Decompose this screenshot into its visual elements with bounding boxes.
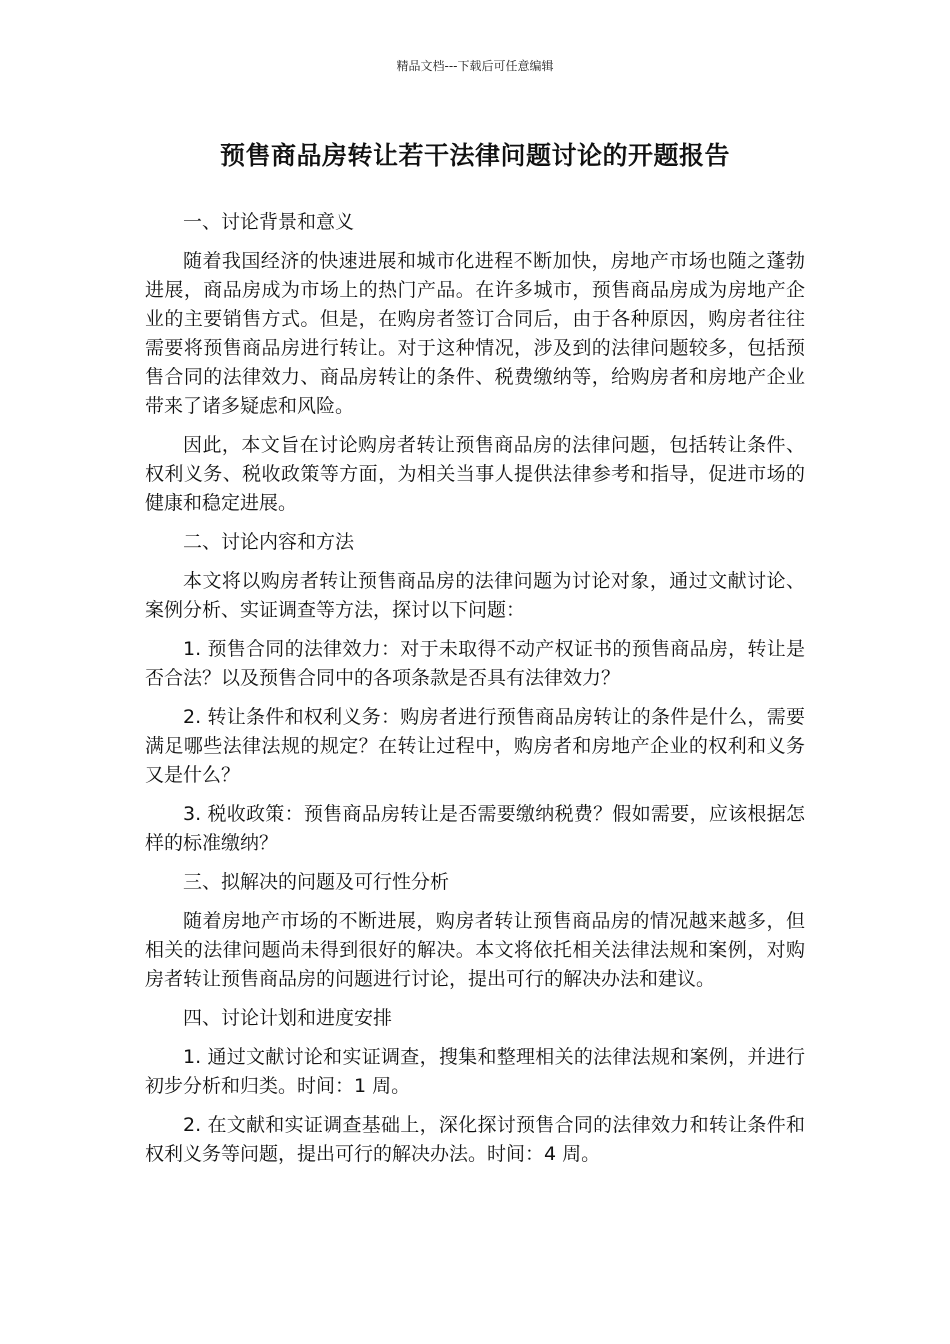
page-header-note: 精品文档---下载后可任意编辑 (396, 59, 554, 73)
list-item-contract-validity: 1. 预售合同的法律效力：对于未取得不动产权证书的预售商品房，转让是否合法？以及预售合同中的各项条款是否具有法律效力？ (145, 638, 805, 689)
section-heading-content-methods: 二、讨论内容和方法 (183, 531, 355, 553)
document-body (145, 208, 805, 1179)
list-item-plan-step-2: 2. 在文献和实证调查基础上，深化探讨预售合同的法律效力和转让条件和权利义务等问题，提出可行的解决办法。时间：4 周。 (145, 1114, 805, 1165)
paragraph-methods-intro: 本文将以购房者转让预售商品房的法律问题为讨论对象，通过文献讨论、案例分析、实证调查等方法，探讨以下问题： (145, 570, 805, 621)
paragraph-purpose: 因此，本文旨在讨论购房者转让预售商品房的法律问题，包括转让条件、权利义务、税收政策等方面，为相关当事人提供法律参考和指导，促进市场的健康和稳定进展。 (145, 434, 805, 514)
paragraph-feasibility: 随着房地产市场的不断进展，购房者转让预售商品房的情况越来越多，但相关的法律问题尚未得到很好的解决。本文将依托相关法律法规和案例，对购房者转让预售商品房的问题进行讨论，提出可行的解决办法和建议。 (145, 910, 805, 990)
list-item-tax-policy: 3. 税收政策：预售商品房转让是否需要缴纳税费？假如需要，应该根据怎样的标准缴纳？ (145, 803, 805, 854)
list-item-plan-step-1: 1. 通过文献讨论和实证调查，搜集和整理相关的法律法规和案例，并进行初步分析和归类。时间：1 周。 (145, 1046, 805, 1097)
section-heading-background: 一、讨论背景和意义 (183, 211, 355, 233)
list-item-transfer-conditions: 2. 转让条件和权利义务：购房者进行预售商品房转让的条件是什么，需要满足哪些法律法规的规定？在转让过程中，购房者和房地产企业的权利和义务又是什么？ (145, 706, 805, 786)
paragraph-background: 随着我国经济的快速进展和城市化进程不断加快，房地产市场也随之蓬勃进展，商品房成为市场上的热门产品。在许多城市，预售商品房成为房地产企业的主要销售方式。但是，在购房者签订合同后，由于各种原因，购房者往往需要将预售商品房进行转让。对于这种情况，涉及到的法律问题较多，包括预售合同的法律效力、商品房转让的条件、税费缴纳等，给购房者和房地产企业带来了诸多疑虑和风险。 (145, 250, 805, 417)
section-heading-problems-feasibility: 三、拟解决的问题及可行性分析 (183, 871, 450, 893)
section-heading-plan-schedule: 四、讨论计划和进度安排 (183, 1007, 393, 1029)
document-title: 预售商品房转让若干法律问题讨论的开题报告 (219, 141, 730, 170)
